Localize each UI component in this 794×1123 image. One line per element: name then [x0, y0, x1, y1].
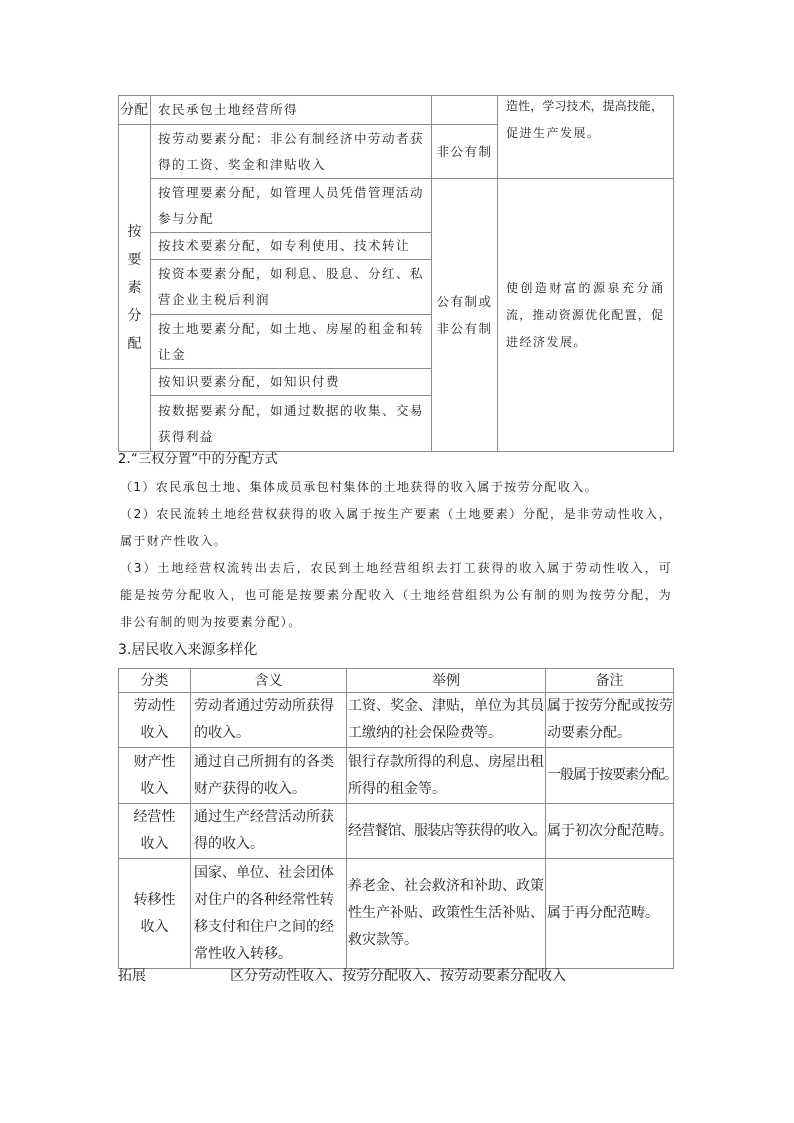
income-type-cell: 经营性 收入	[119, 804, 191, 859]
example-cell: 经营餐馆、服装店等获得的收入。	[347, 804, 546, 859]
example-cell: 银行存款所得的利息、房屋出租 所得的租金等。	[347, 748, 546, 804]
meaning-cell: 通过生产经营活动所获 得的收入。	[191, 804, 347, 859]
income-type-cell: 转移性 收入	[119, 859, 191, 969]
method-cell: 按管理要素分配，如管理人员凭借管理活动 参与分配	[151, 179, 432, 233]
table-row	[119, 804, 674, 859]
category-cell-distribution: 分配	[119, 96, 151, 125]
method-cell: 按资本要素分配，如利息、股息、分红、私 营企业主税后利润	[151, 260, 432, 315]
header-category: 分类	[119, 669, 191, 693]
ownership-cell-mixed: 公有制或非公有制	[432, 179, 498, 452]
paragraph-3: （3）土地经营权流转出去后，农民到土地经营组织去打工获得的收入属于劳动性收入，可 能是按劳分配收入，也可能是按要素分配收入（土地经营组织为公有制的则为按劳分配，为 非公有制的则为按要素分配）。	[120, 561, 672, 629]
header-example: 举例	[347, 669, 546, 693]
method-cell: 按技术要素分配，如专利使用、技术转让	[151, 233, 432, 260]
table-header-row	[119, 669, 674, 693]
table-row	[119, 693, 674, 748]
distribution-table	[118, 95, 674, 452]
section-heading-income-sources: 3.居民收入来源多样化	[118, 642, 258, 658]
table-row	[119, 748, 674, 804]
income-type-cell: 财产性 收入	[119, 748, 191, 804]
method-cell: 按知识要素分配，如知识付费	[151, 369, 432, 396]
example-cell: 养老金、社会救济和补助、政策 性生产补贴、政策性生活补贴、 救灾款等。	[347, 859, 546, 969]
extension-label: 拓展	[118, 968, 146, 984]
income-type-cell: 劳动性 收入	[119, 693, 191, 748]
header-meaning: 含义	[191, 669, 347, 693]
note-cell: 属于初次分配范畴。	[546, 804, 674, 859]
paragraph-1: （1）农民承包土地、集体成员承包村集体的土地获得的收入属于按劳分配收入。	[120, 480, 599, 494]
factor-category-label: 按要素分配	[127, 224, 142, 352]
ownership-cell-non-public: 非公有制	[432, 125, 498, 179]
effect-cell-labor: 造性，学习技术，提高技能， 促进生产发展。	[498, 96, 674, 179]
header-note: 备注	[546, 669, 674, 693]
meaning-cell: 通过自己所拥有的各类 财产获得的收入。	[191, 748, 347, 804]
extension-text: 区分劳动性收入、按劳分配收入、按劳动要素分配收入	[230, 968, 566, 984]
example-cell: 工资、奖金、津贴，单位为其员 工缴纳的社会保险费等。	[347, 693, 546, 748]
meaning-cell: 劳动者通过劳动所获得 的收入。	[191, 693, 347, 748]
ownership-cell-empty	[432, 96, 498, 125]
note-cell: 属于再分配范畴。	[546, 859, 674, 969]
method-cell: 按土地要素分配，如土地、房屋的租金和转 让金	[151, 315, 432, 369]
method-cell: 农民承包土地经营所得	[151, 96, 432, 125]
note-cell: 属于按劳分配或按劳 动要素分配。	[546, 693, 674, 748]
method-cell: 按劳动要素分配：非公有制经济中劳动者获 得的工资、奖金和津贴收入	[151, 125, 432, 179]
table-row	[119, 859, 674, 969]
income-sources-table	[118, 668, 677, 969]
method-cell: 按数据要素分配，如通过数据的收集、交易 获得利益	[151, 396, 432, 452]
category-cell-factor	[119, 125, 151, 452]
table-row	[119, 96, 674, 125]
table-row	[119, 179, 674, 233]
effect-cell-factor: 使创造财富的源泉充分涌 流，推动资源优化配置，促 进经济发展。	[498, 179, 674, 452]
meaning-cell: 国家、单位、社会团体 对住户的各种经常性转 移支付和住户之间的经 常性收入转移。	[191, 859, 347, 969]
note-cell: 一般属于按要素分配。	[546, 748, 674, 804]
paragraph-2: （2）农民流转土地经营权获得的收入属于按生产要素（土地要素）分配，是非劳动性收入， 属于财产性收入。	[120, 507, 672, 548]
section-heading-three-rights: 2.“三权分置”中的分配方式	[118, 452, 279, 467]
